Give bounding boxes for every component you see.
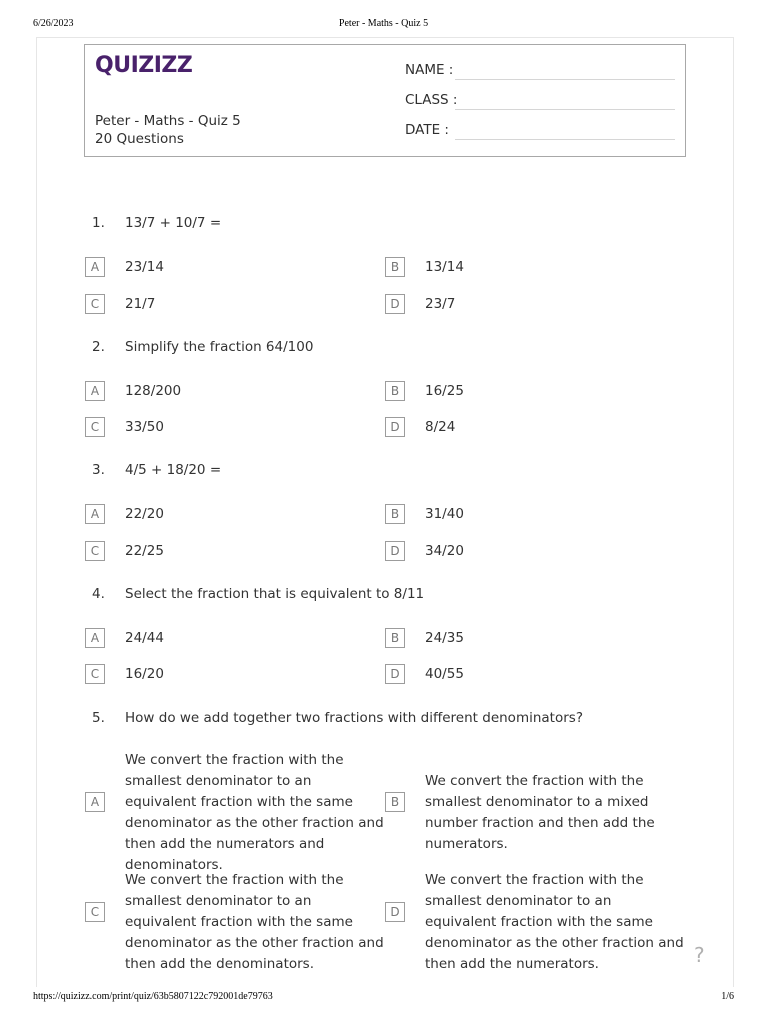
- option-letter-box: A: [85, 381, 105, 401]
- help-icon[interactable]: ?: [694, 943, 705, 967]
- question-text: How do we add together two fractions with different denominators?: [125, 710, 583, 726]
- option-letter-box: C: [85, 417, 105, 437]
- option-text: We convert the fraction with the smallest denominator to an equivalent fraction with the same denominator as the other fraction and then add the numerators.: [425, 872, 684, 972]
- date-field[interactable]: [405, 122, 675, 142]
- print-header: [33, 18, 734, 32]
- option-text: 8/24: [425, 419, 456, 435]
- option-text: We convert the fraction with the smallest denominator to an equivalent fraction with the same denominator as the other fraction and then add the numerators and denominators.: [125, 752, 384, 873]
- question-text: Select the fraction that is equivalent to 8/11: [125, 586, 425, 602]
- question-text: 4/5 + 18/20 =: [125, 462, 222, 478]
- question-number: 3.: [92, 462, 105, 478]
- quiz-header: [84, 44, 686, 157]
- option-text: 13/14: [425, 259, 464, 275]
- option-letter-box: A: [85, 257, 105, 277]
- class-field[interactable]: [405, 92, 675, 112]
- option-text: 16/25: [425, 383, 464, 399]
- quiz-title: Peter - Maths - Quiz 5: [95, 113, 241, 129]
- question-number: 4.: [92, 586, 105, 602]
- question-number: 5.: [92, 710, 105, 726]
- date-line: [455, 139, 675, 140]
- option-letter-box: D: [385, 902, 405, 922]
- option-text: 24/35: [425, 630, 464, 646]
- quizizz-logo: QUIZIZZ: [95, 53, 193, 78]
- option-letter-box: C: [85, 294, 105, 314]
- option-letter-box: D: [385, 541, 405, 561]
- option-text: 31/40: [425, 506, 464, 522]
- option-letter-box: A: [85, 628, 105, 648]
- print-footer: [33, 991, 734, 1005]
- date-label: DATE :: [405, 122, 449, 138]
- option-letter-box: C: [85, 664, 105, 684]
- option-letter-box: A: [85, 792, 105, 812]
- option-text: 22/20: [125, 506, 164, 522]
- option-letter-box: C: [85, 902, 105, 922]
- option-letter-box: A: [85, 504, 105, 524]
- print-url: https://quizizz.com/print/quiz/63b5807122c792001de79763: [33, 991, 273, 1002]
- question-number: 2.: [92, 339, 105, 355]
- option-text: 34/20: [425, 543, 464, 559]
- option-letter-box: B: [385, 628, 405, 648]
- class-label: CLASS :: [405, 92, 458, 108]
- option-text: 40/55: [425, 666, 464, 682]
- name-label: NAME :: [405, 62, 454, 78]
- option-text: 22/25: [125, 543, 164, 559]
- question-count: 20 Questions: [95, 131, 184, 147]
- option-text: We convert the fraction with the smallest denominator to a mixed number fraction and then add the numerators.: [425, 773, 655, 852]
- option-letter-box: B: [385, 792, 405, 812]
- option-text: 128/200: [125, 383, 182, 399]
- print-title: Peter - Maths - Quiz 5: [338, 18, 429, 29]
- option-letter-box: B: [385, 257, 405, 277]
- option-text: 33/50: [125, 419, 164, 435]
- option-letter-box: D: [385, 417, 405, 437]
- question-number: 1.: [92, 215, 105, 231]
- print-date: 6/26/2023: [33, 18, 74, 29]
- question-text: 13/7 + 10/7 =: [125, 215, 222, 231]
- option-text: 24/44: [125, 630, 164, 646]
- option-letter-box: B: [385, 381, 405, 401]
- option-text: 16/20: [125, 666, 164, 682]
- option-letter-box: D: [385, 664, 405, 684]
- option-letter-box: C: [85, 541, 105, 561]
- print-page-number: 1/6: [721, 991, 734, 1002]
- name-line: [455, 79, 675, 80]
- option-text: 23/7: [425, 296, 456, 312]
- option-letter-box: B: [385, 504, 405, 524]
- class-line: [455, 109, 675, 110]
- option-text: We convert the fraction with the smallest denominator to an equivalent fraction with the same denominator as the other fraction and then add the denominators.: [125, 872, 384, 972]
- option-text: 23/14: [125, 259, 164, 275]
- option-text: 21/7: [125, 296, 156, 312]
- question-text: Simplify the fraction 64/100: [125, 339, 314, 355]
- option-letter-box: D: [385, 294, 405, 314]
- name-field[interactable]: [405, 62, 675, 82]
